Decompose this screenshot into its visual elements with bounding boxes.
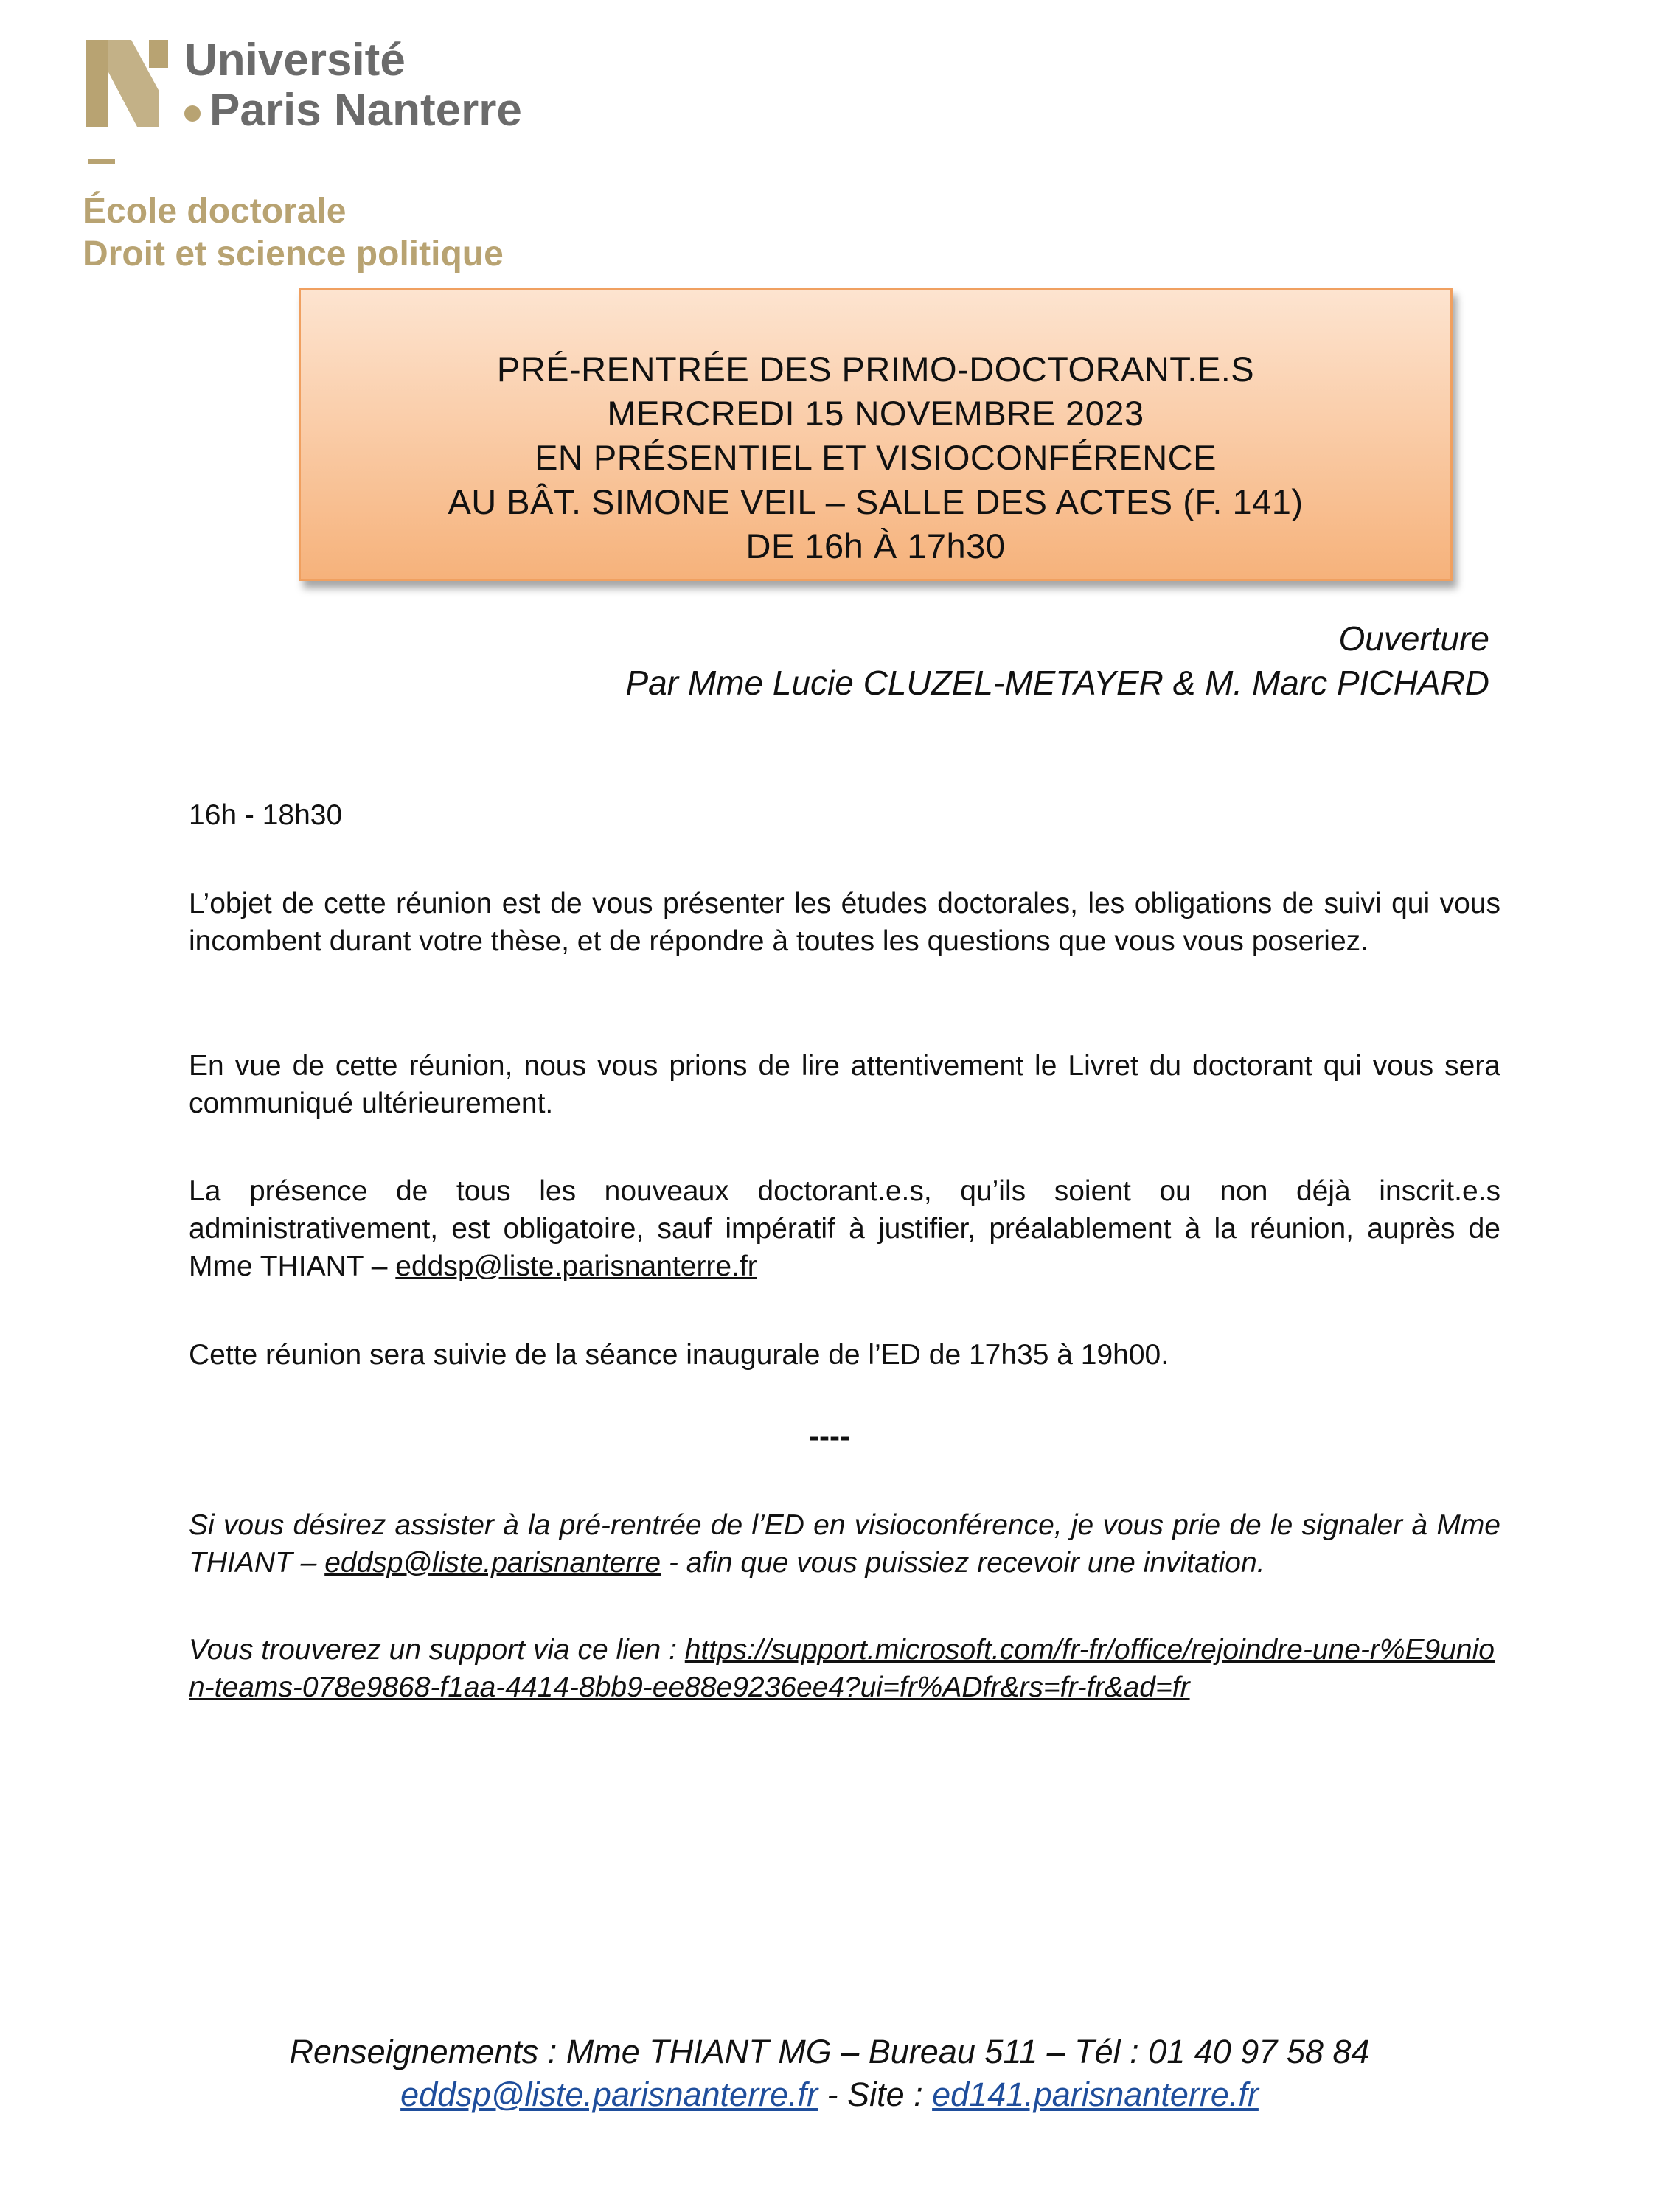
event-title-box	[299, 288, 1453, 581]
doctoral-school-name	[83, 190, 504, 276]
university-name-line2	[184, 86, 522, 136]
footer-info-line: Renseignements : Mme THIANT MG – Bureau 511 – Tél : 01 40 97 58 84	[289, 2033, 1370, 2070]
title-line-3: EN PRÉSENTIEL ET VISIOCONFÉRENCE	[535, 438, 1217, 477]
university-name	[184, 35, 522, 136]
university-name-line1: Université	[184, 35, 406, 86]
attendance-email-link[interactable]: eddsp@liste.parisnanterre.fr	[395, 1251, 757, 1282]
attendance-text: La présence de tous les nouveaux doctorant.e.s, qu’ils soient ou non déjà inscrit.e.s administrativement, est obligatoire, sauf impératif à justifier, préalablement à la réunion, auprès de Mme THIANT –	[189, 1175, 1500, 1282]
university-name-line2-text: Paris Nanterre	[209, 85, 522, 136]
videoconference-text: Si vous désirez assister à la pré-rentrée de l’ED en visioconférence, je vous prie de le signaler à Mme THIANT –	[189, 1509, 1500, 1579]
footer-email-link[interactable]: eddsp@liste.parisnanterre.fr	[400, 2076, 818, 2113]
footer-site-link[interactable]: ed141.parisnanterre.fr	[932, 2076, 1259, 2113]
paragraph-preparation: En vue de cette réunion, nous vous prions de lire attentivement le Livret du doctorant qui vous sera communiqué ultérieurement.	[189, 1050, 1500, 1119]
videoconference-tail: - afin que vous puissiez recevoir une invitation.	[661, 1547, 1265, 1579]
opening-heading: Ouverture	[1338, 619, 1489, 658]
meeting-time: 16h - 18h30	[189, 799, 343, 831]
paragraph-purpose: L’objet de cette réunion est de vous présenter les études doctorales, les obligations de suivi qui vous incombent durant votre thèse, et de répondre à toutes les questions que vous vous poseriez.	[189, 888, 1500, 957]
title-line-1: PRÉ-RENTRÉE DES PRIMO-DOCTORANT.E.S	[496, 349, 1255, 389]
separator: ----	[809, 1419, 850, 1453]
videoconference-email-link[interactable]: eddsp@liste.parisnanterre	[324, 1547, 661, 1579]
footer-links-line	[0, 2073, 1659, 2116]
opening-speakers: Par Mme Lucie CLUZEL-METAYER & M. Marc PICHARD	[625, 664, 1489, 702]
footer-site-label: - Site :	[818, 2076, 933, 2113]
support-text: Vous trouverez un support via ce lien :	[189, 1634, 685, 1666]
university-logo-mark-icon	[86, 40, 174, 127]
paragraph-support	[189, 1631, 1500, 1706]
logo-dot-icon	[184, 105, 201, 122]
doctoral-school-line1: École doctorale	[83, 192, 347, 231]
title-line-5: DE 16h À 17h30	[745, 526, 1006, 566]
opening-section	[626, 616, 1490, 705]
title-line-4: AU BÂT. SIMONE VEIL – SALLE DES ACTES (F. 141)	[448, 482, 1304, 521]
paragraph-attendance	[189, 1172, 1500, 1285]
doctoral-school-line2: Droit et science politique	[83, 234, 504, 274]
title-line-2: MERCREDI 15 NOVEMBRE 2023	[607, 394, 1144, 433]
logo-divider	[88, 159, 115, 164]
university-logo	[81, 35, 597, 279]
paragraph-followup: Cette réunion sera suivie de la séance inaugurale de l’ED de 17h35 à 19h00.	[189, 1339, 1169, 1371]
paragraph-videoconference	[189, 1506, 1500, 1582]
support-link[interactable]: https://support.microsoft.com/fr-fr/office/rejoindre-une-r%E9union-teams-078e9868-f1aa-4414-8bb9-ee88e9236ee4?ui=fr%ADfr&rs=fr-fr&ad=fr	[189, 1634, 1495, 1703]
footer-contact	[0, 2031, 1659, 2116]
